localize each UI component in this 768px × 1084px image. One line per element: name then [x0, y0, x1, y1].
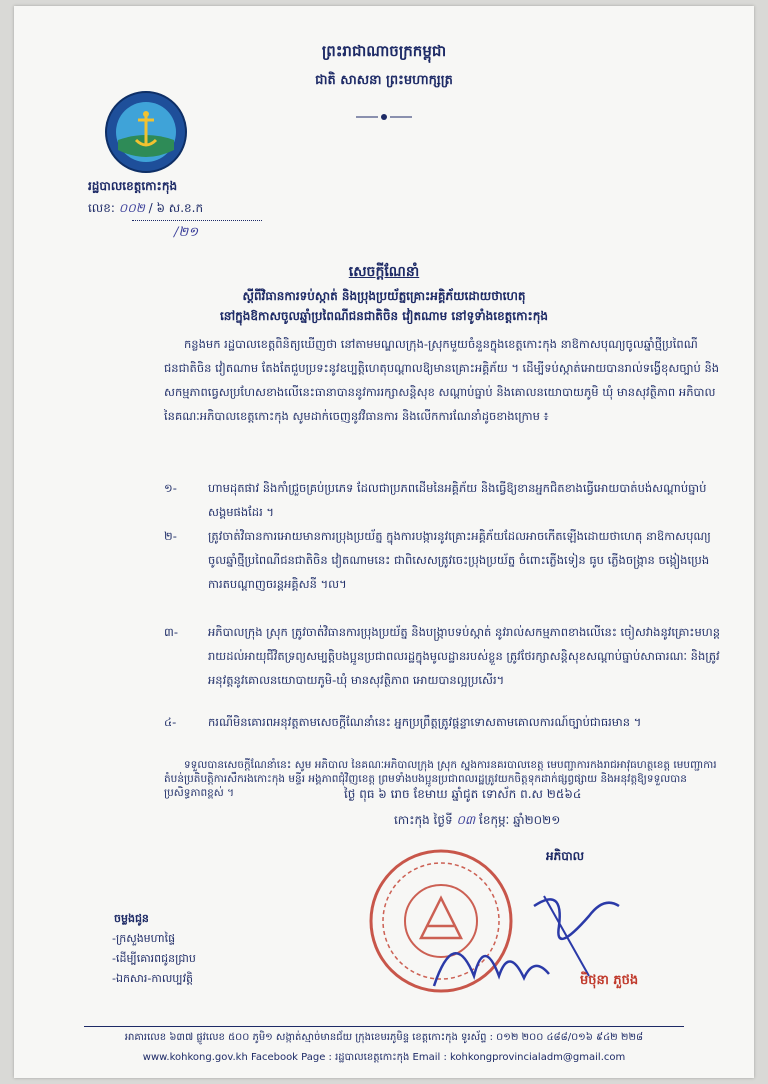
- list-item-text: ហាមដុតផាវ និងកាំជ្រួចគ្រប់ប្រភេទ ដែលជាប្រភពដើមនៃអគ្គិភ័យ និងធ្វើឱ្យខានអ្នកជិតខាងធ្វើអោយបាត់បង់សណ្តាប់ធ្នាប់សង្គមផងដែរ ។: [208, 481, 707, 519]
- ref-year: /២១: [174, 225, 199, 240]
- footer-address: អាគារលេខ ៦៣៧ ផ្លូវលេខ ៥០០ ភូមិ១ សង្កាត់ស្មាច់មានជ័យ ក្រុងខេមរភូមិន្ទ ខេត្តកោះកុង ទូរស័ព្ទ : ០១២ ២០០ ៤៨៨/០១៦ ៩៤២ ២២៨: [124, 1032, 644, 1043]
- subject-line-2: នៅក្នុងឱកាសចូលឆ្នាំប្រពៃណីជនជាតិចិន វៀតណាម នៅទូទាំងខេត្តកោះកុង: [219, 309, 549, 323]
- cc-item: -ឯកសារ-កាលប្បវត្តិ: [112, 972, 194, 985]
- list-item-number: ២-: [164, 529, 177, 543]
- document-title: សេចក្តីណែនាំ: [348, 264, 420, 280]
- closing-paragraph: ទទួលបានសេចក្តីណែនាំនេះ សូម អភិបាល នៃគណៈអភិបាលក្រុង ស្រុក ស្នងការនគរបាលខេត្ត មេបញ្ជាការកងរាជអាវុធហត្ថខេត្ត មេបញ្ជាការតំបន់ប្រតិបត្តិការសឹករងកោះកុង មន្ទីរ អង្គភាពជុំវិញខេត្ត ព្រមទាំងបងប្អូនប្រជាពលរដ្ឋត្រូវយកចិត្តទុកដាក់ផ្សព្វផ្សាយ និងអនុវត្តឱ្យទទួលបានប្រសិទ្ធភាពខ្ពស់ ។: [164, 759, 717, 799]
- footer-divider: [84, 1026, 684, 1027]
- subject-line-1: ស្តីពីវិធានការទប់ស្កាត់ និងប្រុងប្រយ័ត្នគ្រោះអគ្គិភ័យដោយថាហេតុ: [242, 289, 526, 303]
- list-item-number: ១-: [164, 481, 177, 495]
- ref-prefix: លេខ:: [88, 201, 115, 215]
- list-item: [164, 476, 724, 526]
- document-page: [14, 6, 754, 1078]
- signatory-title: អភិបាល: [546, 849, 585, 863]
- intro-paragraph: កន្លងមក រដ្ឋបាលខេត្តពិនិត្យឃើញថា នៅតាមមណ្ឌលក្រុង-ស្រុកមួយចំនួនក្នុងខេត្តកោះកុង នាឱកាសបុណ្យចូលឆ្នាំថ្មីប្រពៃណីជនជាតិចិន វៀតណាម តែងតែជួបប្រទះនូវឧប្បត្តិហេតុបណ្តាលឱ្យមានគ្រោះអគ្គិភ័យ ។ ដើម្បីទប់ស្កាត់អោយបានរាល់ទង្វើខុសច្បាប់ និងសកម្មភាពធ្វេសប្រហែសខាងលើនេះធានាបាននូវការរក្សាសន្តិសុខ សណ្តាប់ធ្នាប់ និងគោលនយោបាយភូមិ ឃុំ មានសុវត្ថិភាព អភិបាល នៃគណៈអភិបាលខេត្តកោះកុង សូមដាក់ចេញនូវវិធានការ និងលើកការណែនាំដូចខាងក្រោម ៖: [164, 337, 720, 423]
- list-item-number: ៣-: [164, 625, 178, 639]
- list-item: [164, 524, 724, 620]
- facebook-label: Facebook Page :: [250, 1052, 332, 1063]
- ref-suffix: / ៦ ស.ខ.ក: [148, 201, 204, 215]
- email-link[interactable]: kohkongprovincialadm@gmail.com: [450, 1052, 626, 1063]
- solar-date-prefix: កោះកុង ថ្ងៃទី: [394, 813, 453, 827]
- website-link[interactable]: www.kohkong.gov.kh: [142, 1052, 248, 1063]
- signatory-name: មិថុនា ភួថង: [580, 973, 639, 988]
- reference-number: [88, 200, 203, 218]
- list-item-text: ត្រូវចាត់វិធានការអោយមានការប្រុងប្រយ័ត្ន ក្នុងការបង្ការនូវគ្រោះអគ្គិភ័យដែលអាចកើតឡើងដោយថាហេតុ នាឱកាសបុណ្យចូលឆ្នាំថ្មីប្រពៃណីជនជាតិចិន វៀតណាមនេះ ជាពិសេសត្រូវចេះប្រុងប្រយ័ត្ន ចំពោះភ្លើងទៀន ធូប ភ្លើងចង្ក្រាន ចង្កៀងប្រេង ការតបណ្តាញចរន្តអគ្គិសនី ។ល។: [208, 529, 711, 591]
- list-item-text: ករណីមិនគោរពអនុវត្តតាមសេចក្តីណែនាំនេះ អ្នកប្រព្រឹត្តត្រូវផ្តន្ទាទោសតាមគោលការណ៍ច្បាប់ជាធរមាន ។: [208, 715, 642, 729]
- list-item: [164, 620, 724, 716]
- solar-date-suffix: ខែកុម្ភៈ ឆ្នាំ២០២១: [479, 813, 561, 827]
- provincial-logo-icon: [104, 90, 188, 174]
- lunar-date: ថ្ងៃ ពុធ ៦ រោច ខែមាឃ ឆ្នាំជូត ទោស័ក ព.ស ២៥៦៤: [344, 787, 582, 801]
- national-motto: ជាតិ សាសនា ព្រះមហាក្សត្រ: [315, 73, 453, 88]
- solar-date-day: ០៣: [456, 813, 476, 827]
- list-item-number: ៤-: [164, 715, 177, 729]
- ref-number: ០០២: [118, 201, 145, 215]
- footer-contacts: [14, 1050, 754, 1065]
- solar-date: [394, 812, 560, 830]
- list-item-text: អភិបាលក្រុង ស្រុក ត្រូវចាត់វិធានការប្រុងប្រយ័ត្ន និងបង្ក្រាបទប់ស្កាត់ នូវរាល់សកម្មភាពខាងលើនេះ ចៀសវាងនូវគ្រោះមហន្តរាយដល់អាយុជីវិតទ្រព្យសម្បត្តិបងប្អូនប្រជាពលរដ្ឋក្នុងមូលដ្ឋានរបស់ខ្លួន ត្រូវថែរក្សាសន្តិសុខសណ្តាប់ធ្នាប់សាធារណៈ និងត្រូវអនុវត្តនូវគោលនយោបាយភូមិ-ឃុំ មានសុវត្ថិភាព អោយបានល្អប្រសើរ។: [208, 625, 721, 687]
- kingdom-heading: ព្រះរាជាណាចក្រកម្ពុជា: [321, 42, 447, 60]
- facebook-page-name[interactable]: រដ្ឋបាលខេត្តកោះកុង: [335, 1052, 410, 1063]
- ornament-divider-icon: [354, 112, 414, 122]
- list-item: [164, 710, 724, 758]
- email-label: Email :: [412, 1052, 447, 1063]
- cc-item: -ដើម្បីគោរពជូនជ្រាប: [112, 952, 196, 965]
- ref-underline: [132, 220, 262, 221]
- cc-heading: ចម្លងជូន: [114, 912, 149, 925]
- cc-item: -ក្រសួងមហាផ្ទៃ: [112, 932, 176, 945]
- issuing-authority: រដ្ឋបាលខេត្តកោះកុង: [88, 179, 178, 193]
